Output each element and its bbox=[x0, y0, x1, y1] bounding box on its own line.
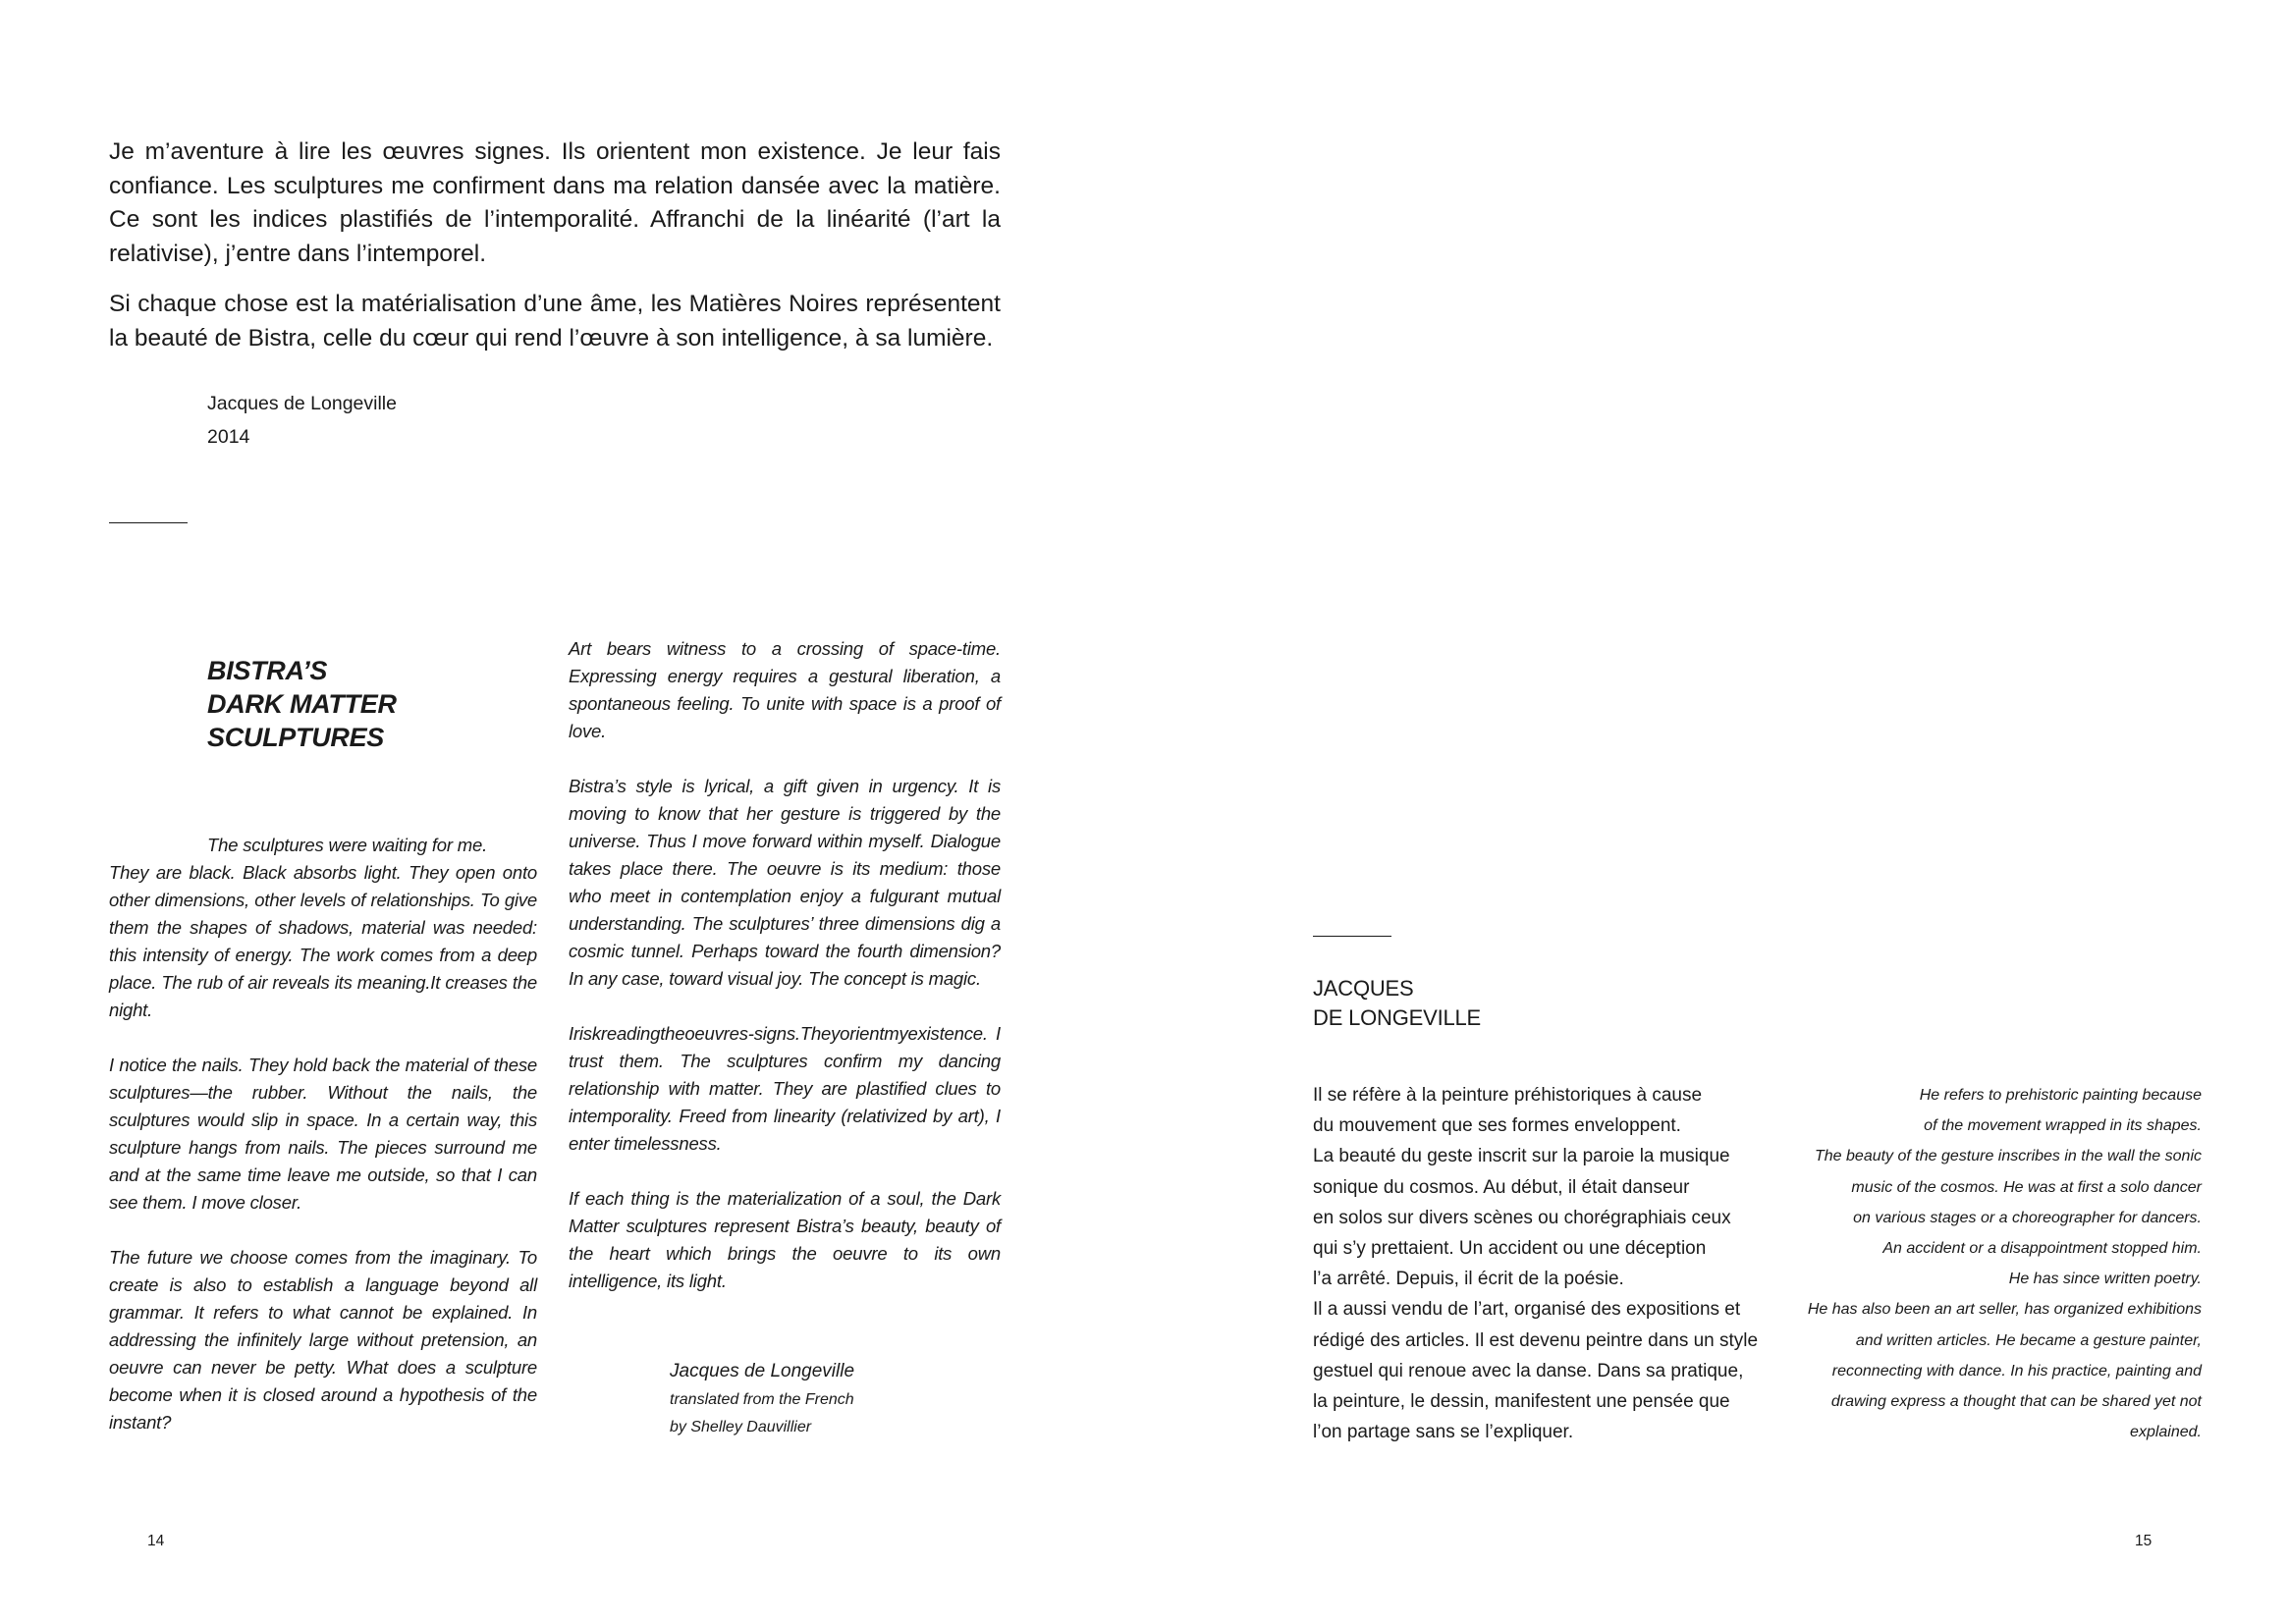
signature-year: 2014 bbox=[207, 426, 250, 448]
bio-fr-line: Il se réfère à la peinture préhistoriques à cause bbox=[1313, 1085, 1703, 1106]
paragraph: If each thing is the materialization of a soul, the Dark Matter sculptures represent Bistra’s beauty, beauty of the heart which brings the oeuvre to its own intelligence, its light. bbox=[569, 1188, 1001, 1291]
french-intro-text bbox=[109, 135, 1001, 372]
bio-en-line: drawing express a thought that can be shared yet not bbox=[1830, 1393, 2202, 1411]
bio-fr-line: rédigé des articles. Il est devenu peintre dans un style bbox=[1313, 1329, 1759, 1351]
translation-credit bbox=[670, 1357, 854, 1441]
article-title bbox=[207, 654, 397, 754]
bio-en-line: explained. bbox=[2130, 1424, 2202, 1441]
bio-fr-line: La beauté du geste inscrit sur la paroie la musique bbox=[1313, 1146, 1730, 1167]
title-line: BISTRA’S bbox=[207, 656, 328, 685]
paragraph: The future we choose comes from the imaginary. To create is also to establish a language beyond all grammar. It refers to what cannot be explained. In addressing the infinitely large without pretension, an oeuvre can never be petty. What does a sculpture become when it is closed around a hypothesis of the instant? bbox=[109, 1247, 537, 1433]
bio-fr-line: l’a arrêté. Depuis, il écrit de la poésie. bbox=[1313, 1269, 1624, 1290]
bio-fr-line: qui s’y prettaient. Un accident ou une déception bbox=[1313, 1238, 1707, 1260]
bio-en-line: music of the cosmos. He was at first a solo dancer bbox=[1851, 1178, 2202, 1196]
bio-fr-line: gestuel qui renoue avec la danse. Dans sa pratique, bbox=[1313, 1360, 1744, 1381]
bio-en-line: and written articles. He became a gesture painter, bbox=[1855, 1331, 2202, 1349]
bio-en-line: He refers to prehistoric painting because bbox=[1919, 1087, 2202, 1104]
english-column-2 bbox=[569, 635, 1001, 1323]
bio-fr-line: Il a aussi vendu de l’art, organisé des expositions et bbox=[1313, 1299, 1741, 1321]
opening-rest: They are black. Black absorbs light. They open onto other dimensions, other levels of relationships. To give them the shapes of shadows, material was needed: this intensity of energy. The work comes from a deep place. The rub of air reveals its meaning.It creases the night. bbox=[109, 862, 537, 1020]
intro-paragraph: Je m’aventure à lire les œuvres signes. Ils orientent mon existence. Je leur fais confiance. Les sculptures me confirment dans ma relation dansée avec la matière. Ce sont les indices plastifiés de l’intemporalité. Affranchi de la linéarité (l’art la relativise), j’entre dans l’intemporel. bbox=[109, 138, 1001, 267]
paragraph: Art bears witness to a crossing of space-time. Expressing energy requires a gestural liberation, a spontaneous feeling. To unite with space is a proof of love. bbox=[569, 638, 1001, 741]
paragraph: Bistra’s style is lyrical, a gift given in urgency. It is moving to know that her gesture is triggered by the universe. Thus I move forward within myself. Dialogue takes place there. The oeuvre is its medium: those who meet in contemplation enjoy a fulgurant mutual understanding. The sculptures’ three dimensions dig a cosmic tunnel. Perhaps toward the fourth dimension? In any case, toward visual joy. The concept is magic. bbox=[569, 776, 1001, 989]
section-divider bbox=[109, 522, 188, 523]
page-number-right: 15 bbox=[2135, 1533, 2153, 1549]
bio-en-line: He has also been an art seller, has organized exhibitions bbox=[1807, 1301, 2202, 1319]
paragraph: I notice the nails. They hold back the material of these sculptures—the rubber. Without the nails, the sculptures would slip in space. In a certain way, this sculpture hangs from nails. The pieces surround me and at the same time leave me outside, so that I can see them. I move closer. bbox=[109, 1055, 537, 1213]
bio-fr-line: la peinture, le dessin, manifestent une pensée que bbox=[1313, 1391, 1730, 1413]
opening-line: The sculptures were waiting for me. bbox=[207, 835, 488, 855]
bio-en-line: on various stages or a choreographer for dancers. bbox=[1853, 1209, 2202, 1226]
page-number-left: 14 bbox=[147, 1533, 165, 1549]
bio-en-line: He has since written poetry. bbox=[2008, 1271, 2202, 1288]
bio-en-line: The beauty of the gesture inscribes in the wall the sonic bbox=[1815, 1148, 2202, 1165]
english-column-1 bbox=[109, 832, 537, 1464]
credit-author: Jacques de Longeville bbox=[670, 1361, 855, 1381]
credit-translated: translated from the French bbox=[670, 1391, 854, 1408]
bio-en-line: An accident or a disappointment stopped him. bbox=[1882, 1240, 2202, 1258]
credit-translator: by Shelley Dauvillier bbox=[670, 1419, 812, 1435]
bio-title-line: JACQUES bbox=[1313, 976, 1414, 1001]
intro-paragraph: Si chaque chose est la matérialisation d’une âme, les Matières Noires représentent la beauté de Bistra, celle du cœur qui rend l’œuvre à son intelligence, à sa lumière. bbox=[109, 291, 1001, 352]
paragraph: Iriskreadingtheoeuvres-signs.Theyorientmyexistence. I trust them. The sculptures confirm my dancing relationship with matter. They are plastified clues to intemporality. Freed from linearity (relativized by art), I enter timelessness. bbox=[569, 1023, 1001, 1154]
bio-french bbox=[1313, 1080, 1784, 1447]
signature-name: Jacques de Longeville bbox=[207, 393, 397, 414]
section-divider bbox=[1313, 936, 1391, 937]
bio-fr-line: sonique du cosmos. Au début, il était danseur bbox=[1313, 1176, 1690, 1198]
bio-fr-line: l’on partage sans se l’expliquer. bbox=[1313, 1422, 1574, 1443]
title-line: SCULPTURES bbox=[207, 723, 385, 752]
bio-en-line: reconnecting with dance. In his practice, painting and bbox=[1831, 1362, 2202, 1380]
bio-fr-line: en solos sur divers scènes ou chorégraphiais ceux bbox=[1313, 1207, 1731, 1228]
bio-title bbox=[1313, 974, 1481, 1033]
title-line: DARK MATTER bbox=[207, 689, 397, 719]
paragraph-opening bbox=[109, 832, 537, 1024]
bio-title-line: DE LONGEVILLE bbox=[1313, 1005, 1482, 1030]
bio-english bbox=[1739, 1080, 2202, 1447]
bio-fr-line: du mouvement que ses formes enveloppent. bbox=[1313, 1115, 1681, 1137]
bio-en-line: of the movement wrapped in its shapes. bbox=[1924, 1117, 2202, 1135]
